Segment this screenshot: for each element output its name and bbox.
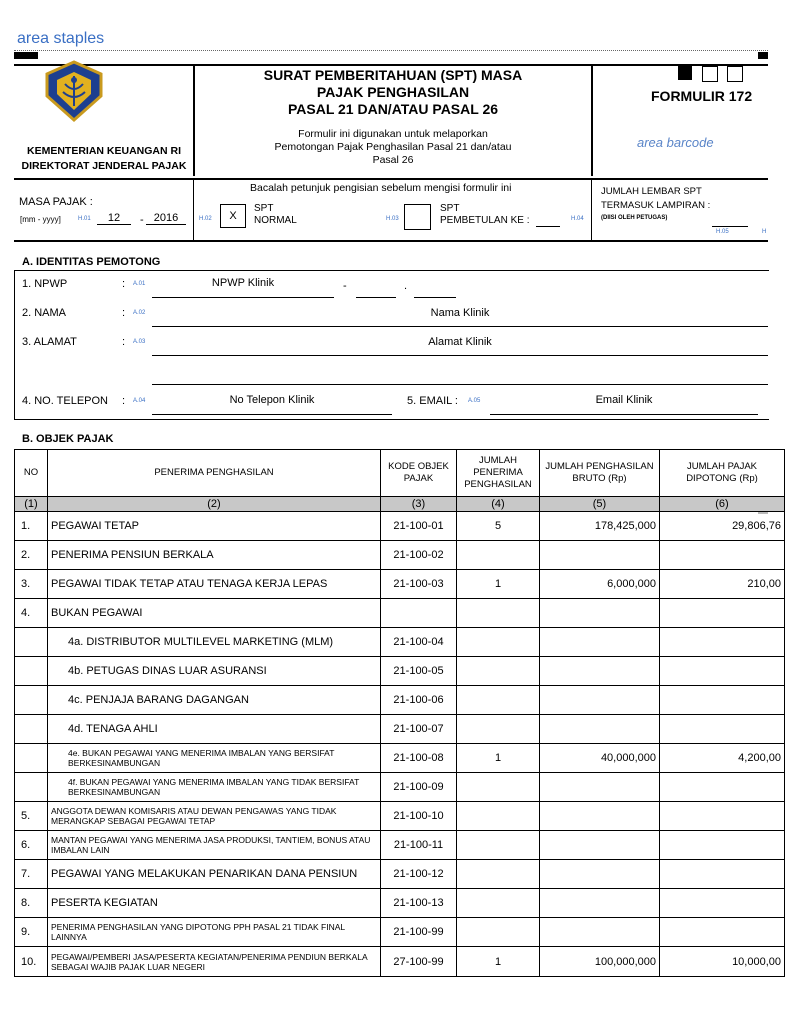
table-row bbox=[15, 628, 785, 657]
row-bruto-field[interactable] bbox=[540, 686, 660, 715]
row-penerima: PEGAWAI YANG MELAKUKAN PENARIKAN DANA PENSIUN bbox=[48, 860, 381, 889]
row-pajak-field[interactable] bbox=[660, 802, 785, 831]
row-penerima: PENERIMA PENGHASILAN YANG DIPOTONG PPH PASAL 21 TIDAK FINAL LAINNYA bbox=[48, 918, 381, 947]
row-penerima: 4e. BUKAN PEGAWAI YANG MENERIMA IMBALAN YANG BERSIFAT BERKESINAMBUNGAN bbox=[48, 744, 381, 773]
row-kode: 21-100-01 bbox=[381, 512, 457, 541]
ministry-block bbox=[14, 144, 194, 174]
row-pajak-field[interactable] bbox=[660, 860, 785, 889]
row-jumlah-field[interactable] bbox=[457, 773, 540, 802]
row-kode: 21-100-09 bbox=[381, 773, 457, 802]
row-jumlah-field[interactable] bbox=[457, 889, 540, 918]
row-bruto-field[interactable]: 6,000,000 bbox=[540, 570, 660, 599]
row-jumlah-field[interactable] bbox=[457, 541, 540, 570]
table-header-row bbox=[15, 450, 785, 497]
ministry-name: KEMENTERIAN KEUANGAN RI bbox=[26, 145, 181, 157]
row-no: 4. bbox=[15, 599, 48, 628]
table-row bbox=[15, 541, 785, 570]
form-title: SURAT PEMBERITAHUAN (SPT) MASA PAJAK PENGHASILAN PASAL 21 DAN/ATAU PASAL 26 bbox=[263, 67, 523, 117]
kemenkeu-emblem-icon bbox=[39, 60, 109, 126]
row-penerima: BUKAN PEGAWAI bbox=[48, 599, 381, 628]
corner-marker-right bbox=[758, 52, 768, 59]
row-pajak-field[interactable] bbox=[660, 628, 785, 657]
table-row bbox=[15, 744, 785, 773]
row-penerima: PEGAWAI/PEMBERI JASA/PESERTA KEGIATAN/PENERIMA PENDIUN BERKALA SEBAGAI WAJIB PAJAK LUAR NEGERI bbox=[48, 947, 381, 977]
row-no: 8. bbox=[15, 889, 48, 918]
row-jumlah-field[interactable] bbox=[457, 628, 540, 657]
row-bruto-field[interactable] bbox=[540, 657, 660, 686]
row-kode: 27-100-99 bbox=[381, 947, 457, 977]
column-index-row: (1) (2) (3) (4) (5) (6) bbox=[15, 497, 785, 512]
nama-field[interactable]: Nama Klinik bbox=[152, 307, 768, 327]
row-kode: 21-100-02 bbox=[381, 541, 457, 570]
table-row bbox=[15, 570, 785, 599]
row-jumlah-field[interactable]: 1 bbox=[457, 947, 540, 977]
row-penerima: PENERIMA PENSIUN BERKALA bbox=[48, 541, 381, 570]
row-bruto-field[interactable]: 100,000,000 bbox=[540, 947, 660, 977]
col-header-kode: KODE OBJEK PAJAK bbox=[381, 450, 457, 497]
row-kode: 21-100-05 bbox=[381, 657, 457, 686]
alamat-field[interactable]: Alamat Klinik bbox=[152, 336, 768, 356]
row-kode: 21-100-99 bbox=[381, 918, 457, 947]
row-jumlah-field[interactable] bbox=[457, 860, 540, 889]
row-bruto-field[interactable] bbox=[540, 802, 660, 831]
table-row bbox=[15, 715, 785, 744]
table-row bbox=[15, 860, 785, 889]
row-jumlah-field[interactable] bbox=[457, 918, 540, 947]
npwp-field-part2[interactable] bbox=[356, 297, 396, 298]
row-kode: 21-100-10 bbox=[381, 802, 457, 831]
col-header-pajak: JUMLAH PAJAK DIPOTONG (Rp) bbox=[660, 450, 785, 497]
row-penerima: 4d. TENAGA AHLI bbox=[48, 715, 381, 744]
form-label: FORMULIR 172 bbox=[651, 88, 753, 104]
row-bruto-field[interactable] bbox=[540, 715, 660, 744]
row-penerima: PEGAWAI TETAP bbox=[48, 512, 381, 541]
row-kode: 21-100-03 bbox=[381, 570, 457, 599]
row-pajak-field[interactable]: 4,200,00 bbox=[660, 744, 785, 773]
jumlah-lembar-label: JUMLAH LEMBAR SPT TERMASUK LAMPIRAN : (DIISI OLEH PETUGAS) bbox=[601, 186, 711, 221]
row-no bbox=[15, 773, 48, 802]
row-jumlah-field[interactable]: 5 bbox=[457, 512, 540, 541]
row-pajak-field[interactable] bbox=[660, 831, 785, 860]
form-subtitle: Formulir ini digunakan untuk melaporkan Pemotongan Pajak Penghasilan Pasal 21 dan/atau Pasal 26 bbox=[274, 128, 512, 166]
row-bruto-field[interactable] bbox=[540, 773, 660, 802]
corner-marker bbox=[14, 52, 38, 59]
row-penerima: PEGAWAI TIDAK TETAP ATAU TENAGA KERJA LEPAS bbox=[48, 570, 381, 599]
row-no: 1. bbox=[15, 512, 48, 541]
row-no bbox=[15, 744, 48, 773]
masa-format: [mm - yyyy] bbox=[20, 215, 61, 224]
row-bruto-field[interactable]: 178,425,000 bbox=[540, 512, 660, 541]
row-no: 5. bbox=[15, 802, 48, 831]
table-row bbox=[15, 599, 785, 628]
row-bruto-field[interactable] bbox=[540, 541, 660, 570]
row-pajak-field[interactable] bbox=[660, 918, 785, 947]
row-kode: 21-100-04 bbox=[381, 628, 457, 657]
col-header-no: NO bbox=[15, 450, 48, 497]
row-pajak-field[interactable] bbox=[660, 715, 785, 744]
row-jumlah-field[interactable] bbox=[457, 657, 540, 686]
row-jumlah-field[interactable] bbox=[457, 599, 540, 628]
masa-month-field[interactable]: 12 bbox=[97, 212, 131, 225]
page-marker-empty-2 bbox=[727, 66, 743, 82]
col-header-jumlah: JUMLAH PENERIMA PENGHASILAN bbox=[457, 450, 540, 497]
spt-pembetulan-label: SPT PEMBETULAN KE : bbox=[440, 203, 530, 226]
row-pajak-field[interactable]: 210,00 bbox=[660, 570, 785, 599]
row-jumlah-field[interactable] bbox=[457, 802, 540, 831]
row-kode: 21-100-06 bbox=[381, 686, 457, 715]
row-no: 2. bbox=[15, 541, 48, 570]
row-jumlah-field[interactable] bbox=[457, 831, 540, 860]
row-pajak-field[interactable]: 10,000,00 bbox=[660, 947, 785, 977]
section-b-title: B. OBJEK PAJAK bbox=[22, 433, 114, 445]
row-bruto-field[interactable] bbox=[540, 860, 660, 889]
row-kode: 21-100-12 bbox=[381, 860, 457, 889]
row-bruto-field[interactable] bbox=[540, 599, 660, 628]
masa-pajak-label: MASA PAJAK : bbox=[19, 196, 93, 208]
row-no bbox=[15, 686, 48, 715]
row-no bbox=[15, 657, 48, 686]
row-penerima: 4c. PENJAJA BARANG DAGANGAN bbox=[48, 686, 381, 715]
row-bruto-field[interactable] bbox=[540, 831, 660, 860]
row-pajak-field[interactable] bbox=[660, 541, 785, 570]
email-field[interactable]: Email Klinik bbox=[490, 394, 758, 415]
row-pajak-field[interactable] bbox=[660, 599, 785, 628]
row-kode: 21-100-13 bbox=[381, 889, 457, 918]
row-penerima: 4f. BUKAN PEGAWAI YANG MENERIMA IMBALAN YANG TIDAK BERSIFAT BERKESINAMBUNGAN bbox=[48, 773, 381, 802]
row-no bbox=[15, 628, 48, 657]
row-bruto-field[interactable]: 40,000,000 bbox=[540, 744, 660, 773]
row-kode: 21-100-08 bbox=[381, 744, 457, 773]
row-jumlah-field[interactable]: 1 bbox=[457, 570, 540, 599]
row-penerima: ANGGOTA DEWAN KOMISARIS ATAU DEWAN PENGAWAS YANG TIDAK MERANGKAP SEBAGAI PEGAWAI TETAP bbox=[48, 802, 381, 831]
row-no: 10. bbox=[15, 947, 48, 977]
row-pajak-field[interactable] bbox=[660, 889, 785, 918]
col-header-bruto: JUMLAH PENGHASILAN BRUTO (Rp) bbox=[540, 450, 660, 497]
instruction-text: Bacalah petunjuk pengisian sebelum mengisi formulir ini bbox=[250, 182, 512, 194]
row-no: 7. bbox=[15, 860, 48, 889]
table-row bbox=[15, 512, 785, 541]
table-row bbox=[15, 947, 785, 977]
row-no: 6. bbox=[15, 831, 48, 860]
area-barcode-label: area barcode bbox=[637, 135, 714, 150]
table-row bbox=[15, 831, 785, 860]
table-row bbox=[15, 889, 785, 918]
table-row bbox=[15, 773, 785, 802]
table-row bbox=[15, 657, 785, 686]
spt-normal-checkbox[interactable]: X bbox=[220, 204, 246, 228]
table-row bbox=[15, 918, 785, 947]
area-staples-label: area staples bbox=[17, 30, 105, 47]
directorate-name: DIREKTORAT JENDERAL PAJAK bbox=[21, 160, 187, 172]
row-no bbox=[15, 715, 48, 744]
spt-pembetulan-checkbox[interactable] bbox=[404, 204, 431, 230]
row-penerima: 4a. DISTRIBUTOR MULTILEVEL MARKETING (MLM) bbox=[48, 628, 381, 657]
row-penerima: MANTAN PEGAWAI YANG MENERIMA JASA PRODUKSI, TANTIEM, BONUS ATAU IMBALAN LAIN bbox=[48, 831, 381, 860]
row-bruto-field[interactable] bbox=[540, 628, 660, 657]
npwp-field-part3[interactable] bbox=[414, 297, 456, 298]
row-kode: 21-100-07 bbox=[381, 715, 457, 744]
row-no: 9. bbox=[15, 918, 48, 947]
masa-year-field[interactable]: 2016 bbox=[146, 212, 186, 225]
row-jumlah-field[interactable] bbox=[457, 686, 540, 715]
row-bruto-field[interactable] bbox=[540, 918, 660, 947]
row-penerima: 4b. PETUGAS DINAS LUAR ASURANSI bbox=[48, 657, 381, 686]
row-penerima: PESERTA KEGIATAN bbox=[48, 889, 381, 918]
staple-dotted-line bbox=[14, 50, 768, 51]
row-jumlah-field[interactable]: 1 bbox=[457, 744, 540, 773]
row-pajak-field[interactable] bbox=[660, 657, 785, 686]
objek-pajak-table bbox=[14, 449, 785, 977]
telepon-field[interactable]: No Telepon Klinik bbox=[152, 394, 392, 415]
row-kode: 21-100-11 bbox=[381, 831, 457, 860]
row-bruto-field[interactable] bbox=[540, 889, 660, 918]
spt-normal-label: SPT NORMAL bbox=[254, 203, 297, 226]
row-pajak-field[interactable]: 29,806,76 bbox=[660, 512, 785, 541]
row-no: 3. bbox=[15, 570, 48, 599]
table-row bbox=[15, 802, 785, 831]
row-jumlah-field[interactable] bbox=[457, 715, 540, 744]
col-header-penerima: PENERIMA PENGHASILAN bbox=[48, 450, 381, 497]
page-marker-filled bbox=[678, 66, 692, 80]
table-row bbox=[15, 686, 785, 715]
alamat-field-line2[interactable] bbox=[152, 384, 768, 385]
npwp-field[interactable]: NPWP Klinik bbox=[152, 277, 334, 298]
row-pajak-field[interactable] bbox=[660, 686, 785, 715]
row-kode bbox=[381, 599, 457, 628]
row-pajak-field[interactable] bbox=[660, 773, 785, 802]
section-a-title: A. IDENTITAS PEMOTONG bbox=[22, 256, 161, 268]
jumlah-lembar-field[interactable] bbox=[712, 226, 748, 227]
pembetulan-number-field[interactable] bbox=[536, 226, 560, 227]
page-marker-empty-1 bbox=[702, 66, 718, 82]
